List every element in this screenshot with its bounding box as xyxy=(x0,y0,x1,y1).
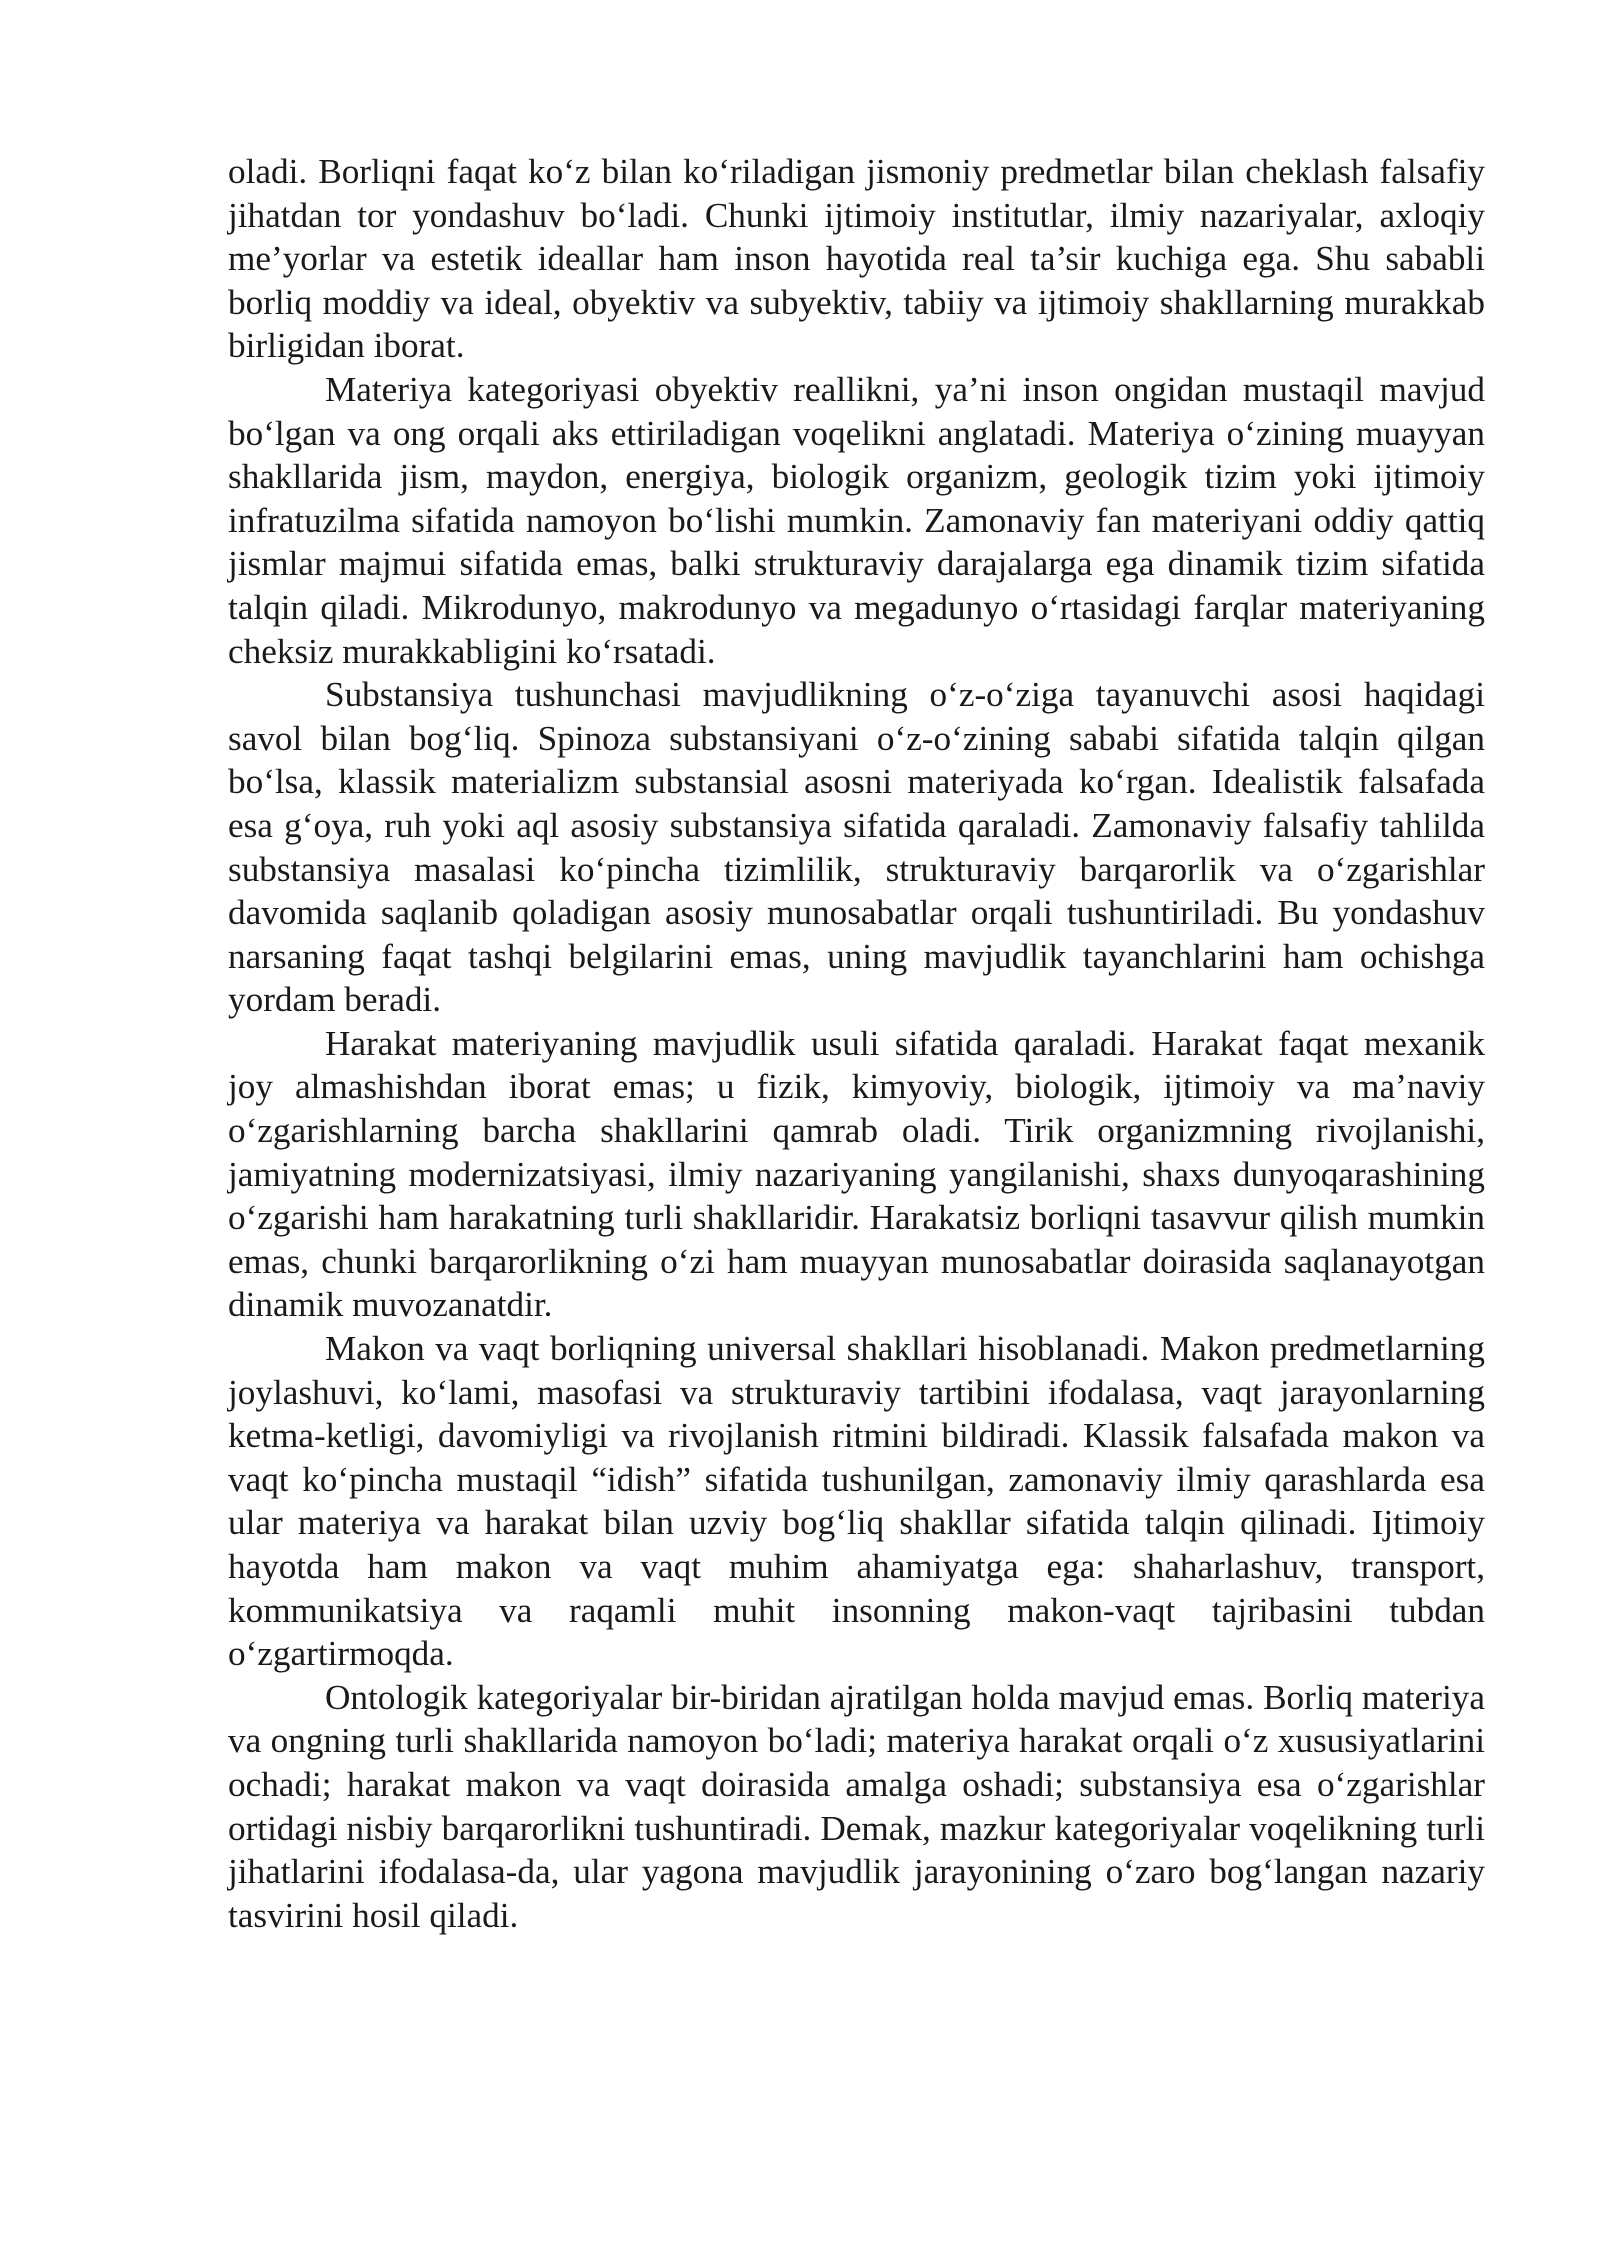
paragraph-harakat: Harakat materiyaning mavjudlik usuli sifatida qaraladi. Harakat faqat mexanik joy almashishdan iborat emas; u fizik, kimyoviy, biologik, ijtimoiy va ma’naviy o‘zgarishlarning barcha shakllarini qamrab oladi. Tirik organizmning rivojlanishi, jamiyatning modernizatsiyasi, ilmiy nazariyaning yangilanishi, shaxs dunyoqarashining o‘zgarishi ham harakatning turli shakllaridir. Harakatsiz borliqni tasavvur qilish mumkin emas, chunki barqarorlikning o‘zi ham muayyan munosabatlar doirasida saqlanayotgan dinamik muvozanatdir. xyxy=(228,1023,1485,1325)
document-page xyxy=(228,150,1485,1937)
paragraph-continued: oladi. Borliqni faqat ko‘z bilan ko‘riladigan jismoniy predmetlar bilan cheklash falsafiy jihatdan tor yondashuv bo‘ladi. Chunki ijtimoiy institutlar, ilmiy nazariyalar, axloqiy me’yorlar va estetik ideallar ham inson hayotida real ta’sir kuchiga ega. Shu sababli borliq moddiy va ideal, obyektiv va subyektiv, tabiiy va ijtimoiy shakllarning murakkab birligidan iborat. xyxy=(228,152,1485,366)
paragraph-substansiya: Substansiya tushunchasi mavjudlikning o‘z-o‘ziga tayanuvchi asosi haqidagi savol bilan bog‘liq. Spinoza substansiyani o‘z-o‘zining sababi sifatida talqin qilgan bo‘lsa, klassik materializm substansial asosni materiyada ko‘rgan. Idealistik falsafada esa g‘oya, ruh yoki aql asosiy substansiya sifatida qaraladi. Zamonaviy falsafiy tahlilda substansiya masalasi ko‘pincha tizimlilik, strukturaviy barqarorlik va o‘zgarishlar davomida saqlanib qoladigan asosiy munosabatlar orqali tushuntiriladi. Bu yondashuv narsaning faqat tashqi belgilarini emas, uning mavjudlik tayanchlarini ham ochishga yordam beradi. xyxy=(228,675,1485,1020)
paragraph-materiya: Materiya kategoriyasi obyektiv reallikni, ya’ni inson ongidan mustaqil mavjud bo‘lgan va ong orqali aks ettiriladigan voqelikni anglatadi. Materiya o‘zining muayyan shakllarida jism, maydon, energiya, biologik organizm, geologik tizim yoki ijtimoiy infratuzilma sifatida namoyon bo‘lishi mumkin. Zamonaviy fan materiyani oddiy qattiq jismlar majmui sifatida emas, balki strukturaviy darajalarga ega dinamik tizim sifatida talqin qiladi. Mikrodunyo, makrodunyo va megadunyo o‘rtasidagi farqlar materiyaning cheksiz murakkabligini ko‘rsatadi. xyxy=(228,369,1485,671)
paragraph-ontologik-kategoriyalar: Ontologik kategoriyalar bir-biridan ajratilgan holda mavjud emas. Borliq materiya va ongning turli shakllarida namoyon bo‘ladi; materiya harakat orqali o‘z xususiyatlarini ochadi; harakat makon va vaqt doirasida amalga oshadi; substansiya esa o‘zgarishlar ortidagi nisbiy barqarorlikni tushuntiradi. Demak, mazkur kategoriyalar voqelikning turli jihatlarini ifodalasa-da, ular yagona mavjudlik jarayonining o‘zaro bog‘langan nazariy tasvirini hosil qiladi. xyxy=(228,1677,1485,1935)
paragraph-makon-vaqt: Makon va vaqt borliqning universal shakllari hisoblanadi. Makon predmetlarning joylashuvi, ko‘lami, masofasi va strukturaviy tartibini ifodalasa, vaqt jarayonlarning ketma-ketligi, davomiyligi va rivojlanish ritmini bildiradi. Klassik falsafada makon va vaqt ko‘pincha mustaqil “idish” sifatida tushunilgan, zamonaviy ilmiy qarashlarda esa ular materiya va harakat bilan uzviy bog‘liq shakllar sifatida talqin qilinadi. Ijtimoiy hayotda ham makon va vaqt muhim ahamiyatga ega: shaharlashuv, transport, kommunikatsiya va raqamli muhit insonning makon-vaqt tajribasini tubdan o‘zgartirmoqda. xyxy=(228,1329,1485,1674)
